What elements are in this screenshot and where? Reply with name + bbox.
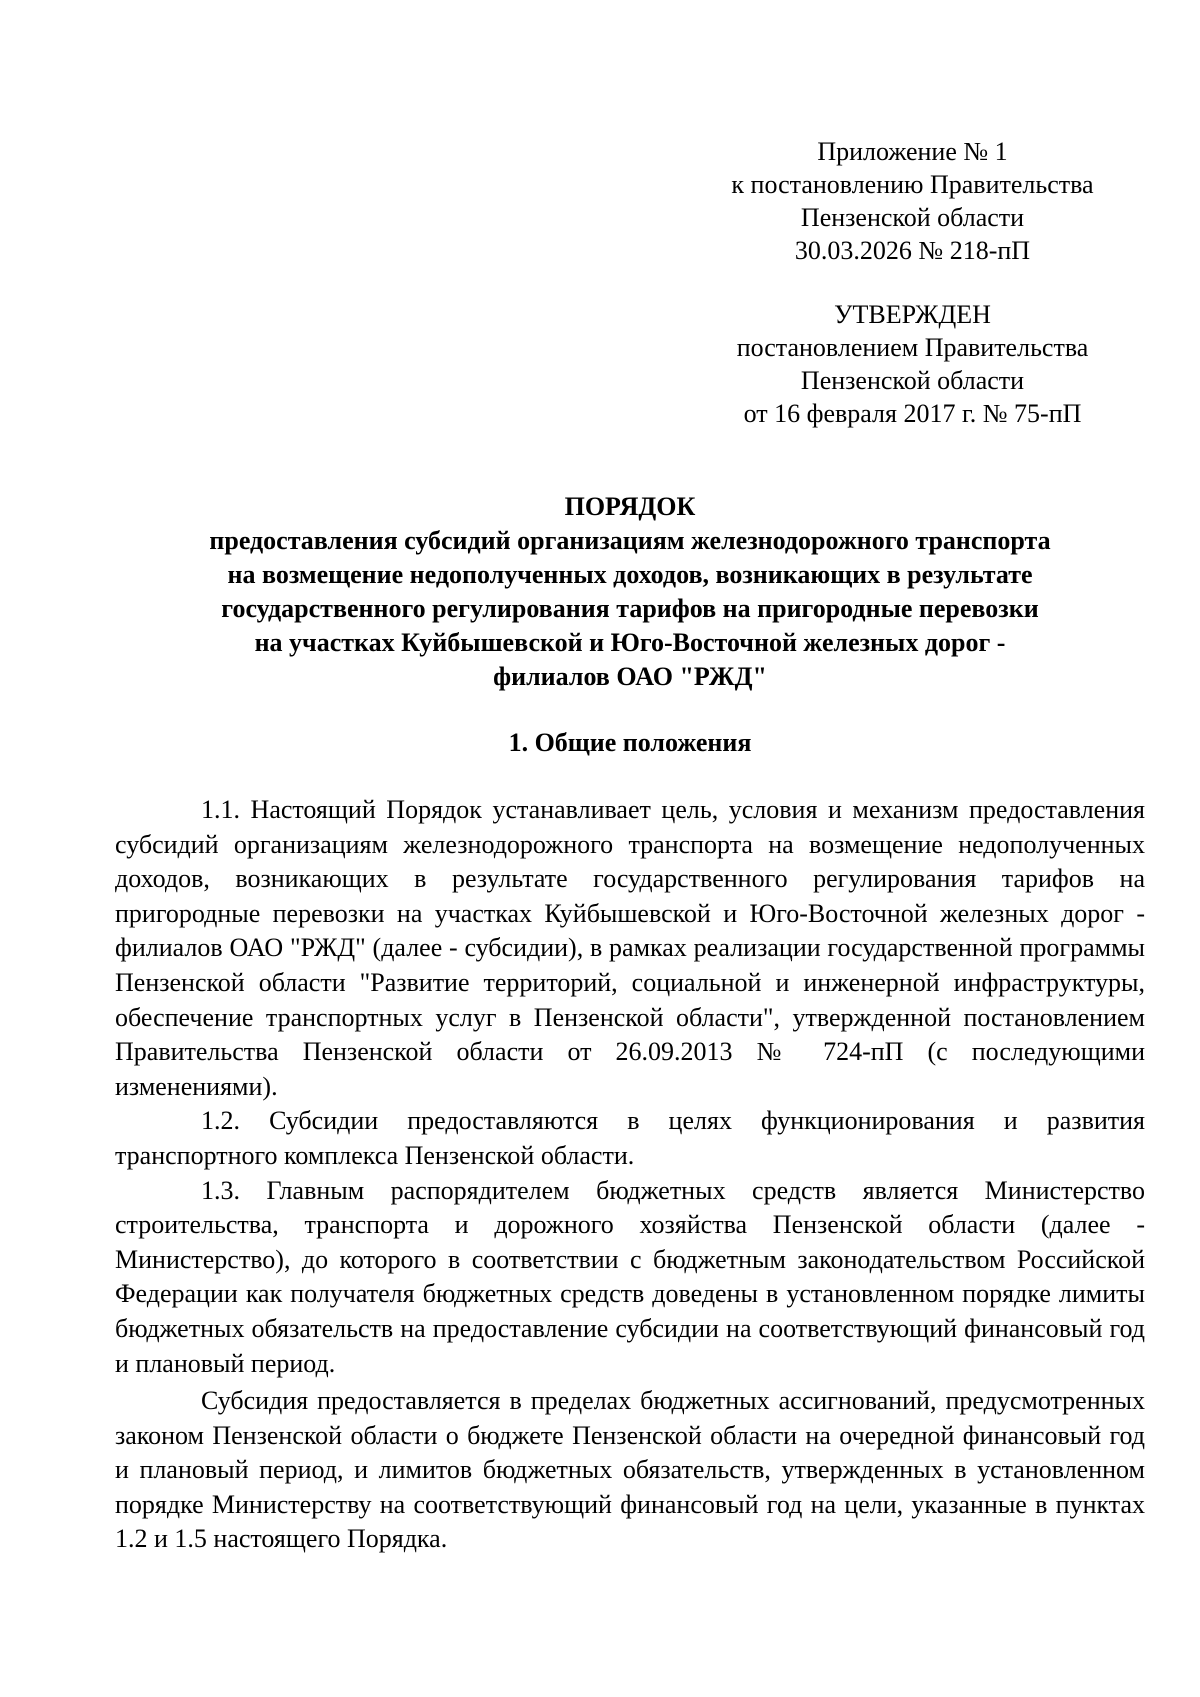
section-heading: 1. Общие положения — [508, 728, 752, 757]
approved-by: постановлением Правительства — [736, 333, 1089, 362]
appendix-number: Приложение № 1 — [817, 137, 1008, 166]
title-line: государственного регулирования тарифов на пригородные перевозки — [221, 594, 1039, 623]
title-line: филиалов ОАО "РЖД" — [493, 662, 767, 691]
approved-stamp — [700, 298, 1125, 430]
paragraph-1-2: 1.2. Субсидии предоставляются в целях функционирования и развития транспортного комплекса Пензенской области. — [115, 1106, 1145, 1170]
approved-date-number: от 16 февраля 2017 г. № 75-пП — [743, 399, 1082, 428]
title-heading: ПОРЯДОК — [564, 492, 696, 521]
paragraph-1-3: 1.3. Главным распорядителем бюджетных средств является Министерство строительства, транспорта и дорожного хозяйства Пензенской области (далее - Министерство), до которого в соответствии с бюджетным законодательством Российской Федерации как получателя бюджетных средств доведены в установленном порядке лимиты бюджетных обязательств на предоставление субсидии на соответствующий финансовый год и плановый период. — [115, 1175, 1145, 1378]
title-line: предоставления субсидий организациям железнодорожного транспорта — [209, 526, 1051, 555]
paragraph-subsidy: Субсидия предоставляется в пределах бюджетных ассигнований, предусмотренных законом Пензенской области о бюджете Пензенской области на очередной финансовый год и плановый период, и лимитов бюджетных обязательств, утвержденных в установленном порядке Министерству на соответствующий финансовый год на цели, указанные в пунктах 1.2 и 1.5 настоящего Порядка. — [115, 1386, 1145, 1554]
document-title — [115, 490, 1145, 694]
appendix-region: Пензенской области — [800, 203, 1025, 232]
appendix-date-number: 30.03.2026 № 218-пП — [794, 236, 1031, 265]
title-line: на возмещение недополученных доходов, возникающих в результате — [227, 560, 1033, 589]
paragraph-1-1: 1.1. Настоящий Порядок устанавливает цель, условия и механизм предоставления субсидий организациям железнодорожного транспорта на возмещение недополученных доходов, возникающих в результате государственного регулирования тарифов на пригородные перевозки на участках Куйбышевской и Юго-Восточной железных дорог - филиалов ОАО "РЖД" (далее - субсидии), в рамках реализации государственной программы Пензенской области "Развитие территорий, социальной и инженерной инфраструктуры, обеспечение транспортных услуг в Пензенской области", утвержденной постановлением Правительства Пензенской области от 26.09.2013 № 724-пП (с последующими изменениями). — [115, 795, 1145, 1101]
approved-label: УТВЕРЖДЕН — [834, 300, 991, 329]
appendix-reference: к постановлению Правительства — [731, 170, 1094, 199]
appendix-stamp — [700, 135, 1125, 267]
section-body — [115, 793, 1145, 1557]
title-line: на участках Куйбышевской и Юго-Восточной железных дорог - — [254, 628, 1006, 657]
approved-region: Пензенской области — [800, 366, 1025, 395]
